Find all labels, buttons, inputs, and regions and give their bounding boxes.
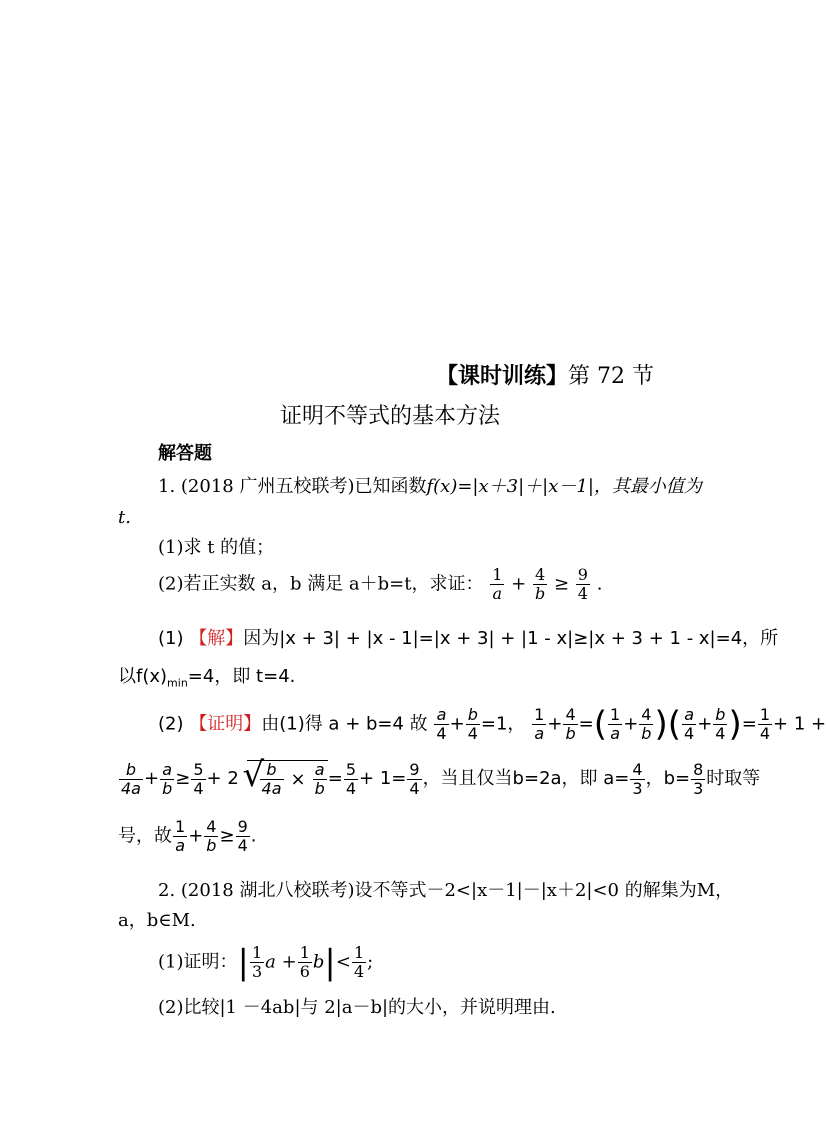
header-section: 第 72 节	[568, 364, 654, 389]
fraction-4-over-b: $\frac{4}{b}$	[534, 565, 546, 603]
q2-stem: 2. (2018 湖北八校联考)设不等式－2<|x－1|－|x＋2|<0 的解集为M，	[158, 880, 734, 901]
section-label: 解答题	[158, 443, 212, 464]
page-title: 证明不等式的基本方法	[280, 404, 501, 429]
q2-part2: (2)比较|1 －4ab|与 2|a－b|的大小，并说明理由.	[158, 997, 556, 1018]
fraction-9-over-4: $\frac{9}{4}$	[577, 565, 588, 603]
q2-stem-cont: a，b∈M.	[118, 910, 196, 931]
q1-stem: 1. (2018 广州五校联考)已知函数f(x)=|x＋3|＋|x－1|，其最小值为	[158, 476, 702, 497]
q1-proof-line2: $\frac{b}{4a}$ + $\frac{a}{b}$ ≥ $\frac{5}{4}$ + 2 √ $\frac{b}{4a}$ × $\frac{a}{b}$ = $\frac{5}{4}$ + 1= $\frac{9}{4}$ ，当且仅当b=2a，即 a= $\frac{4}{3}$ ，b= $\frac{8}{3}$ 时取等	[118, 760, 760, 798]
q1-part2: (2)若正实数 a，b 满足 a＋b=t，求证： $\frac{1}{a}$ + $\frac{4}{b}$ ≥ $\frac{9}{4}$ .	[158, 565, 603, 603]
q1-proof-line1: (2) 【证明】由(1)得 a + b=4 故 $\frac{a}{4}$ + $\frac{b}{4}$ =1， $\frac{1}{a}$ + $\frac{4}{b}$ =( $\frac{1}{a}$ + $\frac{4}{b}$ )( $\frac{a}{4}$ + $\frac{b}{4}$ )= $\frac{1}{4}$ + 1 +	[158, 704, 826, 745]
proof-label: 【证明】	[189, 713, 262, 735]
q1-stem-cont: t.	[118, 507, 131, 528]
header-bracket-label: 【课时训练】	[436, 363, 569, 389]
sqrt-product: √ $\frac{b}{4a}$ × $\frac{a}{b}$	[247, 760, 328, 798]
q1-part1: (1)求 t 的值；	[158, 537, 275, 558]
q1-proof-line3: 号，故 $\frac{1}{a}$ + $\frac{4}{b}$ ≥ $\frac{9}{4}$ .	[118, 817, 257, 855]
q2-part1: (1)证明：| $\frac{1}{3}$ a + $\frac{1}{6}$ b|< $\frac{1}{4}$ ;	[158, 942, 374, 983]
q1-solution-1-cont: 以$f(x)_{min}=4$，即 t=4.	[118, 666, 296, 690]
fraction-1-over-a: $\frac{1}{a}$	[492, 565, 503, 603]
solution-label: 【解】	[189, 628, 244, 649]
q1-solution-1: (1) 【解】因为|x + 3| + |x - 1|=|x + 3| + |1 - x|≥|x + 3 + 1 - x|=4，所	[158, 628, 779, 649]
lesson-header	[436, 362, 654, 391]
